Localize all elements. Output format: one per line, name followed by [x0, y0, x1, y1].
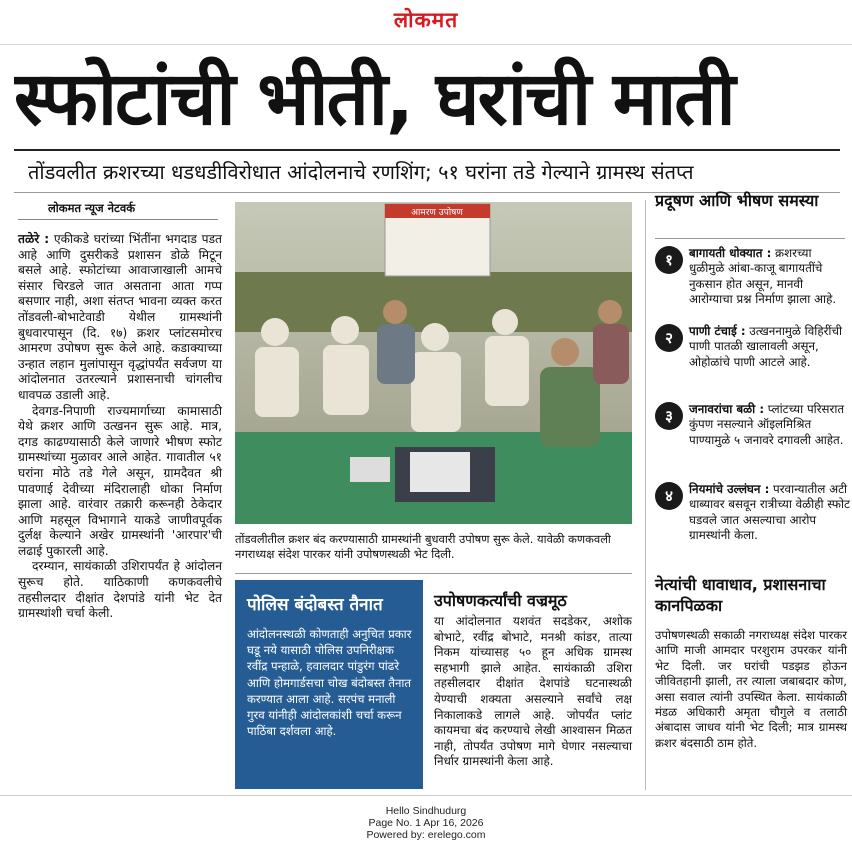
item-text: प्लांटच्या परिसरात कुंपण नसल्याने ऑइलमिश्रित पाण्यामुळे ५ जनावरे दगावली आहेत.	[689, 402, 845, 447]
pollution-item	[655, 402, 850, 448]
dateline: तळेरे :	[18, 232, 50, 246]
paragraph	[18, 232, 222, 404]
pollution-item	[655, 246, 850, 308]
pollution-item	[655, 482, 850, 544]
paragraph: दरम्यान, सायंकाळी उशिरापर्यंत हे आंदोलन सुरूच होते. याठिकाणी कणकवलीचे तहसीलदार दीक्षांत देशपांडे यांनी भेट देत ग्रामस्थांशी चर्चा केली.	[18, 559, 222, 621]
police-box-body: आंदोलनस्थळी कोणताही अनुचित प्रकार घडू नये यासाठी पोलिस उपनिरीक्षक रवींद्र पन्हाळे, हवालदार पांडुरंग पांढरे आणि होमगार्डसचा चोख बंदोबस्त तैनात करण्यात आला आहे. सरपंच मनाली गुरव यांनीही आंदोलकांशी चर्चा करून पाठिंबा दर्शवला आहे.	[247, 627, 412, 739]
item-heading: पाणी टंचाई :	[689, 324, 746, 338]
hunger-strikers-title: उपोषणकर्त्यांची वज्रमूठ	[434, 591, 567, 610]
number-badge: १	[655, 246, 683, 274]
column-divider	[645, 200, 646, 790]
paragraph: देवगड-निपाणी राज्यमार्गाच्या कामासाठी येथे क्रशर आणि उत्खनन सुरू आहे. मात्र, दगड काढण्यासाठी केले जाणारे भीषण स्फोट ग्रामस्थांच्या मुळावर आले आहेत. गावातील ५१ घरांना मोठे तडे गेले असून, ग्रामदैवत श्री पावणाई देवीच्या मंदिरालाही धोका निर्माण झाला आहे. वारंवार तक्रारी करूनही ठेकेदार आणि महसूल विभागाने याकडे जाणीवपूर्वक दुर्लक्ष केल्याने अखेर ग्रामस्थांनी 'आरपार'ची लढाई पुकारली आहे.	[18, 403, 222, 558]
page-headline: स्फोटांची भीती, घरांची माती	[14, 56, 734, 142]
item-text: क्रशरच्या धुळीमुळे आंबा-काजू बागायतींचे नुकसान होत असून, मानवी आरोग्याचा प्रश्न निर्माण झाला आहे.	[689, 246, 837, 307]
byline-rule	[18, 219, 218, 220]
item-heading: नियमांचे उल्लंघन :	[689, 482, 770, 496]
photo-caption: तोंडवलीतील क्रशर बंद करण्यासाठी ग्रामस्थांनी बुधवारी उपोषण सुरू केले. यावेळी कणकवली नगराध्यक्ष संदेश पारकर यांनी उपोषणस्थळी भेट दिली.	[235, 532, 611, 561]
protest-photo-illustration	[235, 202, 632, 524]
footer-page-date: Page No. 1 Apr 16, 2026	[368, 817, 484, 829]
sub-headline: तोंडवलीत क्रशरच्या धडधडीविरोधात आंदोलनाचे रणशिंग; ५१ घरांना तडे गेल्याने ग्रामस्थ संतप्त	[28, 160, 694, 184]
leaders-title: नेत्यांची धावाधाव, प्रशासनाचा कानपिळका	[655, 575, 826, 615]
police-box-title: पोलिस बंदोबस्त तैनात	[247, 595, 383, 615]
item-heading: बागायती धोक्यात :	[689, 246, 772, 260]
protest-photo	[235, 202, 632, 524]
police-box	[235, 580, 423, 789]
newspaper-logo: लोकमत	[393, 8, 459, 32]
footer-rule	[0, 795, 852, 796]
number-badge: २	[655, 324, 683, 352]
leaders-body: उपोषणस्थळी सकाळी नगराध्यक्ष संदेश पारकर आणि माजी आमदार परशुराम उपरकर यांनी भेट दिली. जर घरांची पडझड होऊन जीवितहानी झाली, तर त्याला जबाबदार कोण, असा सवाल त्यांनी उपस्थित केला. सायंकाळी मंडळ अधिकारी अमृता चौगुले व तलाठी अंबादास जाधव यांनी भेट दिली; मात्र ग्रामस्थ क्रशर बंदसाठी ठाम होते.	[655, 628, 847, 750]
number-badge: ३	[655, 402, 683, 430]
footer-publication: Hello Sindhudurg	[385, 805, 467, 817]
number-badge: ४	[655, 482, 683, 510]
item-heading: जनावरांचा बळी :	[689, 402, 765, 416]
byline: लोकमत न्यूज नेटवर्क	[48, 201, 136, 215]
hunger-strikers-body: या आंदोलनात यशवंत सदडेकर, अशोक बोभाटे, रवींद्र बोभाटे, मनश्री कांडर, तात्या निकम यांच्यासह ५० हून अधिक ग्रामस्थ सहभागी झाले आहेत. सायंकाळी उशिरा तहसीलदार दीक्षांत देशपांडे घटनास्थळी येण्याची शक्यता असल्याने सर्वांचे लक्ष निकालाकडे लागले आहे. जोपर्यंत प्लांट कायमचा बंद करण्याचे लेखी आश्वासन मिळत नाही, तोपर्यंत उपोषण मागे घेणार नसल्याचा निर्धार ग्रामस्थांनी केला आहे.	[434, 614, 632, 769]
pollution-title: प्रदूषण आणि भीषण समस्या	[655, 191, 819, 210]
banner-text: आमरण उपोषण	[411, 208, 463, 218]
page-footer	[0, 805, 852, 841]
headline-rule	[14, 149, 840, 151]
item-text: परवान्यातील अटी धाब्यावर बसवून रात्रीच्या वेळीही स्फोट घडवले जात असल्याचा आरोप ग्रामस्थांनी केला.	[689, 482, 850, 543]
pollution-item	[655, 324, 850, 370]
caption-rule	[235, 573, 632, 574]
paragraph-text: एकीकडे घरांच्या भिंतींना भगदाड पडत आहे आणि दुसरीकडे प्रशासन डोळे मिटून बसले आहे. स्फोटांच्या आवाजाखाली आमचे संसार चिरडले जात असताना आता गप्प बसणार नाही, अशा संतप्त भावना व्यक्त करत तोंडवली-बोभाटेवाडी येथील ग्रामस्थांनी बुधवारपासून (दि. १७) क्रशर प्लांटसमोरच आमरण उपोषण सुरू केले आहे. कडाक्याच्या उन्हात लहान मुलांपासून वृद्धांपर्यंत सर्वजण या आंदोलनात उतरल्याने प्रशासनाची चांगलीच धावपळ उडाली आहे.	[18, 232, 222, 402]
pollution-rule	[655, 238, 845, 239]
item-text: उत्खननामुळे विहिरींची पाणी पातळी खालावली असून, ओहोळांचे पाणी आटले आहे.	[689, 324, 843, 369]
article-body-left	[18, 232, 222, 622]
footer-powered-by[interactable]: Powered by: erelego.com	[366, 829, 486, 841]
